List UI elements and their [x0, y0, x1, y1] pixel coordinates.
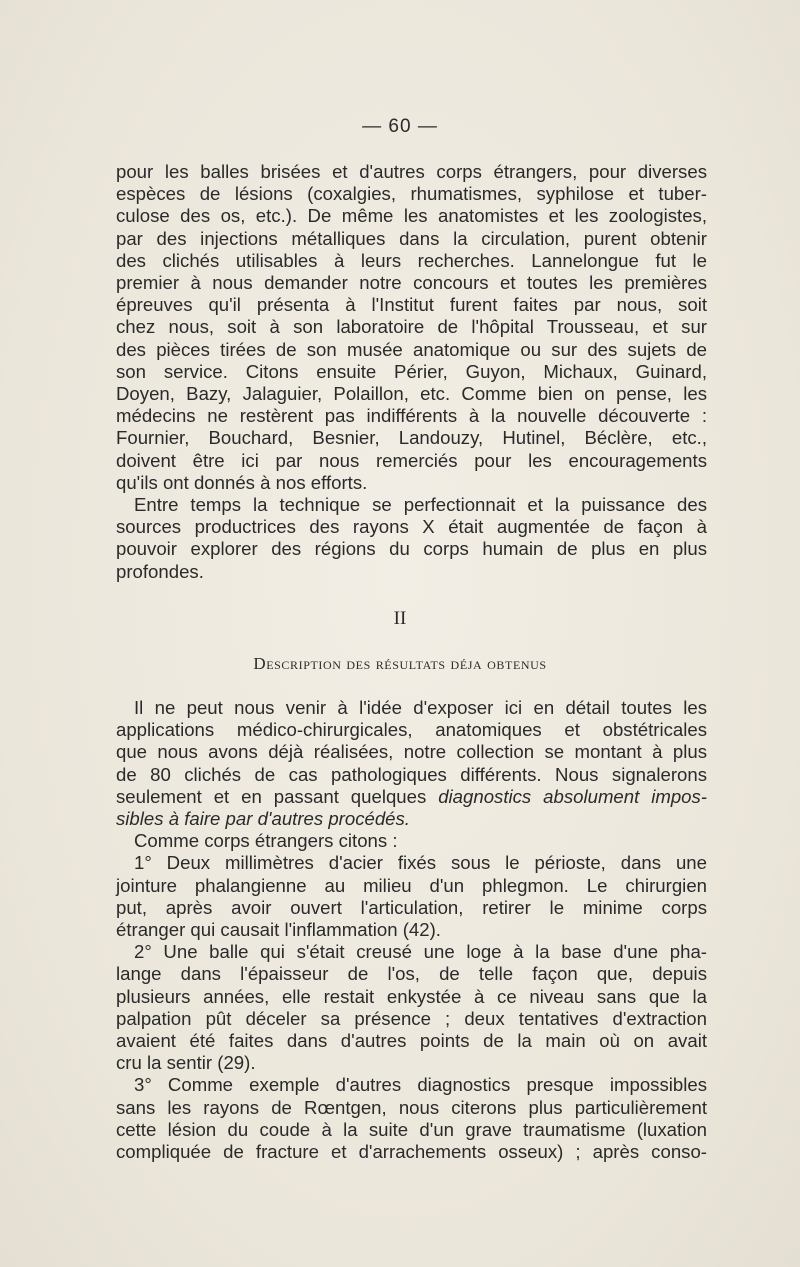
section-number: II — [393, 608, 407, 629]
text-line: Entre temps la technique se perfectionnait et la puissance des — [134, 494, 707, 516]
text-line: Doyen, Bazy, Jalaguier, Polaillon, etc. Comme bien on pense, les — [116, 383, 707, 405]
text-line: cru la sentir (29). — [116, 1052, 256, 1074]
text-line: étranger qui causait l'inflammation (42). — [116, 919, 441, 941]
text-line: chez nous, soit à son laboratoire de l'hôpital Trousseau, et sur — [116, 316, 707, 338]
text-line: plusieurs années, elle restait enkystée à ce niveau sans que la — [116, 985, 707, 1007]
text-line: espèces de lésions (coxalgies, rhumatismes, syphilose et tuber- — [116, 183, 707, 205]
text-line: 1° Deux millimètres d'acier fixés sous le périoste, dans une — [134, 852, 707, 874]
page-number: — 60 — — [362, 116, 438, 137]
text-line — [116, 808, 707, 830]
text-line: Fournier, Bouchard, Besnier, Landouzy, Hutinel, Béclère, etc., — [116, 427, 707, 449]
text-line: des pièces tirées de son musée anatomique ou sur des sujets de — [116, 338, 707, 360]
text-line: 3° Comme exemple d'autres diagnostics presque impossibles — [134, 1074, 707, 1096]
text-line: Comme corps étrangers citons : — [134, 830, 398, 852]
text-line: des clichés utilisables à leurs recherches. Lannelongue fut le — [116, 249, 707, 271]
text-line: avaient été faites dans d'autres points de la main où on avait — [116, 1030, 707, 1052]
italic-text: diagnostics absolument impos- — [438, 785, 707, 807]
text-line: compliquée de fracture et d'arrachements osseux) ; après conso- — [116, 1141, 707, 1163]
text-line: cette lésion du coude à la suite d'un grave traumatisme (luxation — [116, 1118, 707, 1140]
text-line: palpation pût déceler sa présence ; deux tentatives d'extraction — [116, 1007, 707, 1029]
text-run: seulement et en passant quelques — [116, 785, 439, 807]
text-line: de 80 clichés de cas pathologiques différents. Nous signalerons — [116, 763, 707, 785]
text-line: épreuves qu'il présenta à l'Institut furent faites par nous, soit — [116, 294, 707, 316]
text-line: 2° Une balle qui s'était creusé une loge à la base d'une pha- — [134, 941, 707, 963]
text-line: Il ne peut nous venir à l'idée d'exposer ici en détail toutes les — [134, 697, 707, 718]
text-line: jointure phalangienne au milieu d'un phlegmon. Le chirurgien — [116, 874, 707, 896]
text-line: sources productrices des rayons X était augmentée de façon à — [116, 516, 707, 538]
text-line: lange dans l'épaisseur de l'os, de telle façon que, depuis — [116, 963, 707, 985]
text-line — [116, 786, 707, 808]
text-line: son service. Citons ensuite Périer, Guyon, Michaux, Guinard, — [116, 360, 707, 382]
text-line: put, après avoir ouvert l'articulation, retirer le minime corps — [116, 896, 707, 918]
text-line: que nous avons déjà réalisées, notre collection se montant à plus — [116, 741, 707, 763]
text-line: pouvoir explorer des régions du corps humain de plus en plus — [116, 538, 707, 560]
text-line: culose des os, etc.). De même les anatomistes et les zoologistes, — [116, 205, 707, 227]
text-line: qu'ils ont donnés à nos efforts. — [116, 471, 368, 493]
italic-text: sibles à faire par d'autres procédés. — [116, 808, 410, 830]
text-line: applications médico-chirurgicales, anatomiques et obstétricales — [116, 719, 707, 741]
text-line: par des injections métalliques dans la circulation, purent obtenir — [116, 227, 707, 249]
text-block-bottom — [116, 697, 707, 1163]
text-line: premier à nous demander notre concours et toutes les premières — [116, 272, 707, 294]
text-line: sans les rayons de Rœntgen, nous citerons plus particulièrement — [116, 1096, 707, 1118]
text-line: pour les balles brisées et d'autres corps étrangers, pour diverses — [116, 161, 707, 182]
section-title: Description des résultats déja obtenus — [253, 654, 547, 673]
text-line: médecins ne restèrent pas indifférents à la nouvelle découverte : — [116, 405, 707, 427]
text-block-top — [116, 161, 707, 583]
text-line: doivent être ici par nous remerciés pour les encouragements — [116, 449, 707, 471]
text-line: profondes. — [116, 560, 204, 582]
